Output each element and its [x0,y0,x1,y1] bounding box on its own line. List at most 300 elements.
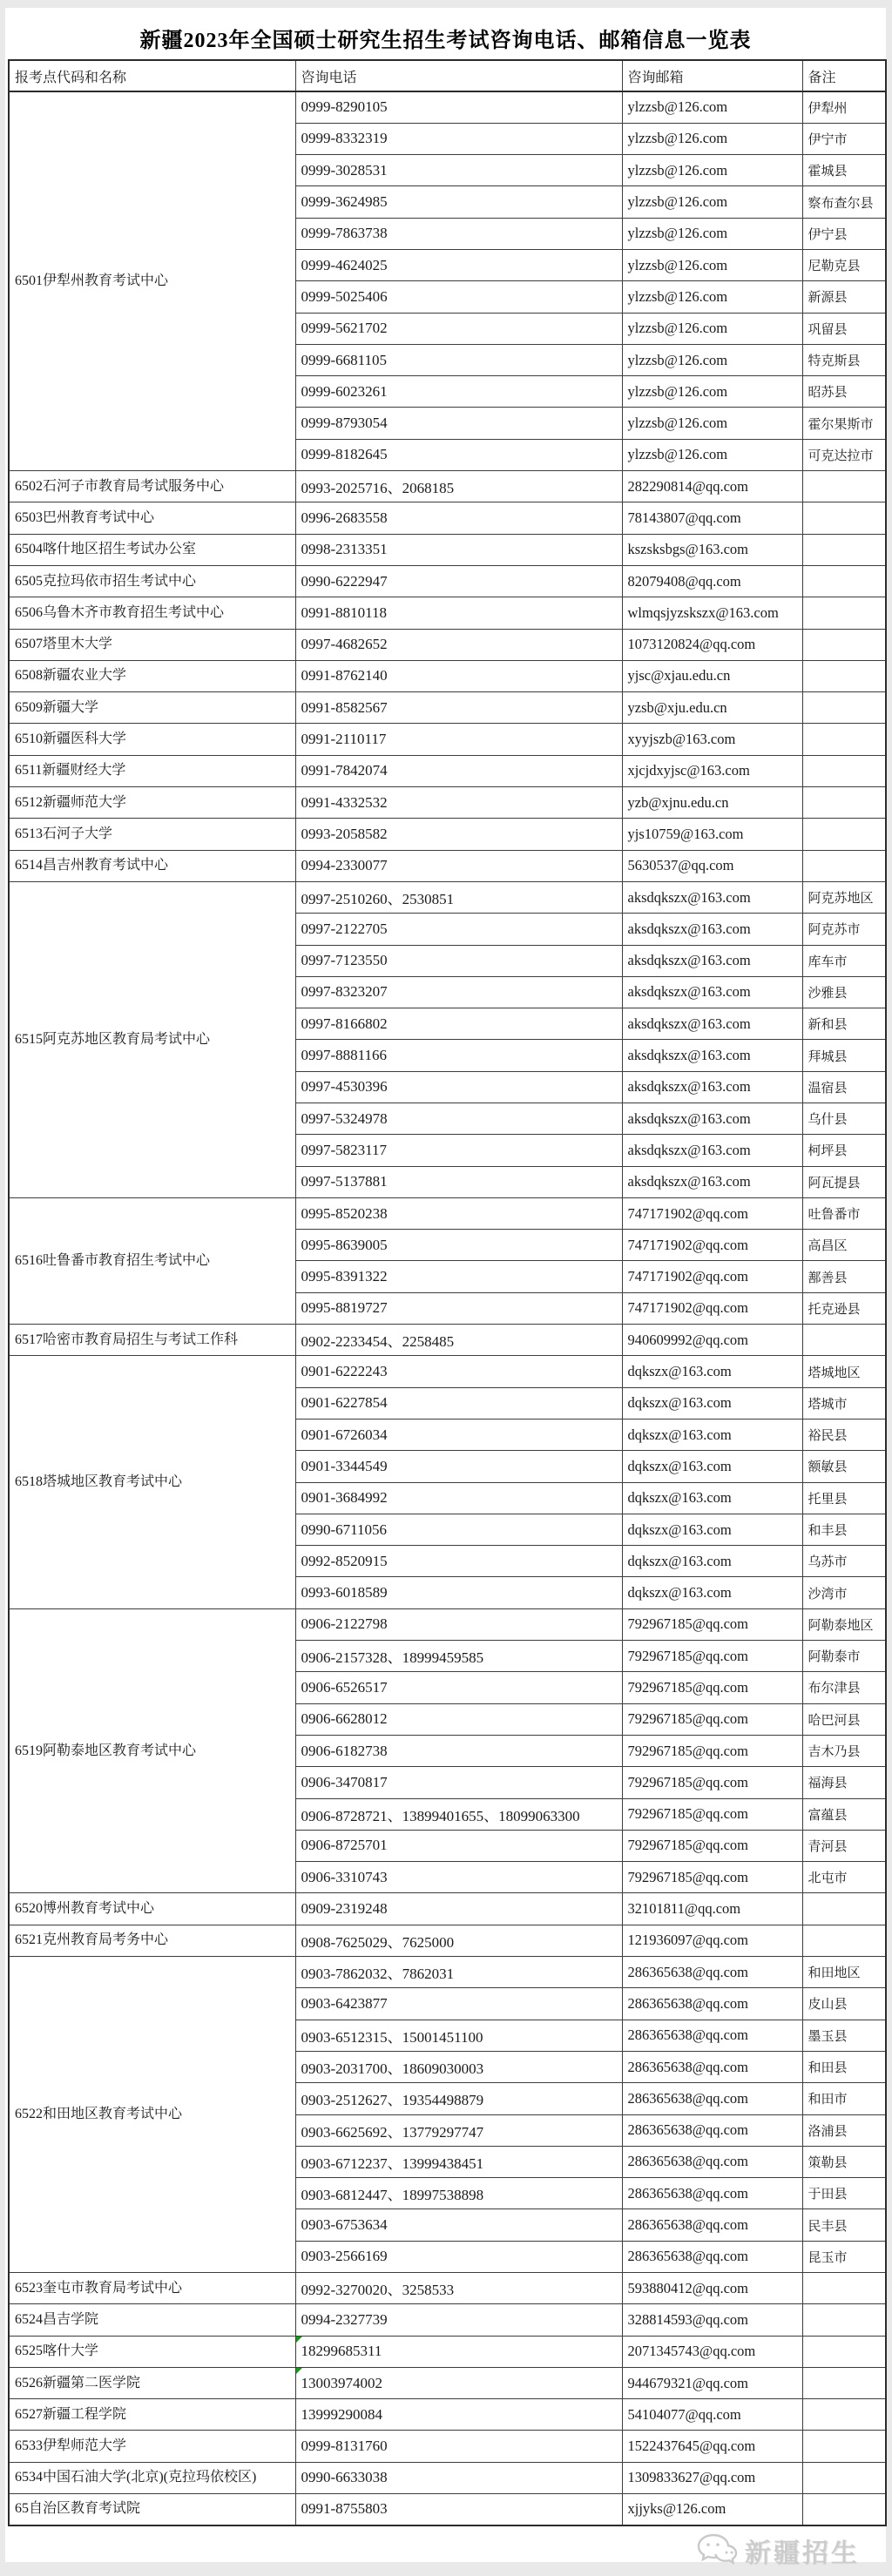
note-cell [802,881,886,913]
phone-cell-text: 0999-8793054 [301,415,388,432]
phone-cell [295,1261,622,1292]
exam-site-name-cell: 6526新疆第二医学院 [9,2367,295,2398]
note-cell-text: 新和县 [808,1018,848,1033]
email-cell-text: dqkszx@163.com [627,1457,732,1474]
email-cell [622,1514,802,1545]
phone-cell [295,1103,622,1135]
email-cell [622,881,802,913]
note-cell [802,1735,886,1766]
email-cell-text: 286365638@qq.com [627,2121,748,2139]
table-row [9,534,886,565]
phone-cell [295,1451,622,1482]
email-cell [622,1197,802,1229]
email-cell-text: 593880412@qq.com [627,2279,748,2296]
email-cell-text: dqkszx@163.com [627,1552,732,1569]
email-cell-text: 747171902@qq.com [627,1204,748,1222]
phone-cell [295,787,622,819]
email-cell-text: 286365638@qq.com [627,2089,748,2107]
note-cell-text: 哈巴河县 [808,1713,861,1728]
phone-cell-text: 0995-8819727 [301,1299,388,1317]
note-cell-text: 布尔津县 [808,1682,861,1696]
note-cell [802,1798,886,1830]
email-cell-text: 747171902@qq.com [627,1299,748,1317]
note-cell [802,1672,886,1703]
email-cell-text: ylzzsb@126.com [627,256,728,273]
phone-cell [295,1514,622,1545]
exam-site-name-cell: 6503巴州教育考试中心 [9,502,295,534]
email-cell [622,1071,802,1103]
phone-cell [295,1767,622,1798]
note-cell [802,2304,886,2336]
phone-cell [295,502,622,534]
phone-cell [295,2083,622,2114]
email-cell [622,313,802,344]
phone-cell-text: 18299685311 [301,2343,382,2360]
phone-cell [295,1925,622,1956]
note-cell-text: 托里县 [808,1492,848,1507]
phone-cell [295,1957,622,1988]
phone-cell-text: 13999290084 [301,2405,382,2423]
phone-cell [295,2367,622,2398]
email-cell-text: 282290814@qq.com [627,477,748,495]
phone-cell [295,1325,622,1356]
email-cell [622,1830,802,1861]
email-cell [622,1292,802,1324]
note-cell [802,1356,886,1387]
phone-cell [295,1893,622,1925]
phone-cell-text: 0999-8290105 [301,98,388,116]
email-cell [622,755,802,786]
phone-cell-text: 0991-8755803 [301,2500,388,2518]
note-cell [802,629,886,660]
exam-site-name-cell: 6519阿勒泰地区教育考试中心 [9,1608,295,1893]
phone-cell-text: 0999-8332319 [301,130,388,147]
email-cell [622,2367,802,2398]
phone-cell-text: 0997-7123550 [301,952,388,969]
email-cell-text: dqkszx@163.com [627,1363,732,1380]
phone-cell-text: 0903-6625692、13779297747 [301,2123,484,2141]
phone-cell-text: 0903-6753634 [301,2216,388,2234]
note-cell [802,850,886,881]
phone-cell [295,629,622,660]
note-cell-text: 霍城县 [808,165,848,179]
email-cell-text: 792967185@qq.com [627,1868,748,1885]
email-cell [622,218,802,249]
phone-cell-text: 0909-2319248 [301,1900,388,1918]
email-cell [622,1135,802,1166]
email-cell [622,1261,802,1292]
note-cell-text: 乌什县 [808,1113,848,1128]
note-cell [802,1957,886,1988]
watermark-text: 新疆招生 [745,2539,860,2568]
email-cell-text: 944679321@qq.com [627,2374,748,2391]
exam-site-name-cell: 6510新疆医科大学 [9,724,295,755]
phone-cell-text: 0903-6812447、18997538898 [301,2187,484,2204]
email-cell [622,439,802,470]
note-cell [802,439,886,470]
phone-cell [295,186,622,218]
note-cell [802,1071,886,1103]
note-cell [802,976,886,1008]
note-cell [802,1387,886,1419]
note-cell [802,186,886,218]
note-cell-text: 富蕴县 [808,1808,848,1823]
phone-cell-text: 0990-6222947 [301,572,388,590]
note-cell [802,565,886,597]
email-cell-text: 286365638@qq.com [627,2026,748,2044]
note-cell [802,2431,886,2462]
document-page [5,8,886,2568]
email-cell-text: yzsb@xju.edu.cn [627,698,727,716]
table-row [9,1197,886,1229]
note-cell-text: 吉木乃县 [808,1745,861,1760]
note-cell [802,2209,886,2241]
email-cell [622,155,802,186]
phone-cell [295,1798,622,1830]
note-cell [802,408,886,439]
email-cell-text: xjcjdxyjsc@163.com [627,762,750,779]
email-cell [622,1166,802,1197]
phone-cell [295,123,622,154]
phone-cell-text: 0993-2058582 [301,825,388,842]
phone-cell-text: 0903-2031700、18609030003 [301,2060,484,2078]
email-cell-text: dqkszx@163.com [627,1426,732,1443]
table-row [9,660,886,691]
table-row [9,2494,886,2525]
phone-cell [295,1735,622,1766]
phone-cell-text: 0906-6182738 [301,1742,388,1759]
email-cell-text: 792967185@qq.com [627,1710,748,1728]
note-cell [802,502,886,534]
email-cell-text: aksdqkszx@163.com [627,952,751,969]
email-cell [622,787,802,819]
phone-cell-text: 0999-6023261 [301,382,388,400]
note-cell-text: 鄯善县 [808,1271,848,1285]
note-cell [802,313,886,344]
phone-cell-text: 0992-8520915 [301,1552,388,1569]
phone-cell [295,1546,622,1577]
note-cell-text: 伊宁市 [808,132,848,147]
note-cell-text: 沙湾市 [808,1587,848,1602]
exam-site-name-cell: 6514昌吉州教育考试中心 [9,850,295,881]
note-cell-text: 伊宁县 [808,227,848,242]
note-cell [802,597,886,629]
phone-cell [295,2178,622,2209]
phone-cell [295,376,622,408]
phone-cell-text: 0997-2122705 [301,920,388,937]
email-cell [622,344,802,375]
email-cell [622,1103,802,1135]
email-cell [622,914,802,945]
email-cell [622,1387,802,1419]
phone-cell-text: 0990-6711056 [301,1521,388,1538]
email-cell-text: ylzzsb@126.com [627,161,728,179]
email-cell [622,1008,802,1040]
note-cell [802,1893,886,1925]
phone-cell-text: 0994-2330077 [301,857,388,874]
note-cell-text: 特克斯县 [808,354,861,369]
note-cell [802,1419,886,1450]
table-row [9,91,886,123]
email-cell [622,123,802,154]
email-cell-text: dqkszx@163.com [627,1394,732,1412]
phone-cell [295,249,622,280]
phone-cell [295,1419,622,1450]
note-cell-text: 青河县 [808,1839,848,1854]
note-cell [802,660,886,691]
note-cell-text: 民丰县 [808,2219,848,2234]
note-cell [802,1261,886,1292]
phone-cell [295,660,622,691]
email-cell-text: ylzzsb@126.com [627,415,728,432]
note-cell [802,1325,886,1356]
phone-cell [295,439,622,470]
phone-cell [295,692,622,724]
phone-cell-text: 0903-7862032、7862031 [301,1966,455,1983]
note-cell-text: 于田县 [808,2188,848,2202]
note-cell [802,534,886,565]
email-cell-text: 328814593@qq.com [627,2310,748,2328]
email-cell [622,249,802,280]
exam-site-name-cell: 6516吐鲁番市教育招生考试中心 [9,1197,295,1324]
email-cell-text: wlmqsjyzskszx@163.com [627,604,779,621]
email-cell [622,534,802,565]
email-cell-text: 286365638@qq.com [627,2184,748,2202]
phone-cell-text: 0903-6512315、15001451100 [301,2028,483,2046]
exam-site-name-cell: 6512新疆师范大学 [9,787,295,819]
note-cell-text: 阿克苏地区 [808,892,874,907]
note-cell [802,2367,886,2398]
email-cell [622,408,802,439]
email-cell [622,565,802,597]
email-cell [622,1641,802,1672]
email-cell [622,1040,802,1071]
note-cell-text: 额敏县 [808,1460,848,1475]
note-cell [802,155,886,186]
phone-cell-text: 0901-6726034 [301,1426,388,1443]
phone-cell-text: 0994-2327739 [301,2310,388,2328]
exam-site-name-cell: 6501伊犁州教育考试中心 [9,91,295,471]
table-row [9,819,886,850]
phone-cell-text: 0993-6018589 [301,1584,388,1602]
phone-cell [295,1356,622,1387]
email-cell [622,2146,802,2177]
phone-cell [295,2304,622,2336]
phone-cell-text: 0906-8725701 [301,1837,388,1854]
note-cell [802,2241,886,2272]
email-cell-text: ylzzsb@126.com [627,130,728,147]
note-cell-text: 策勒县 [808,2155,848,2170]
phone-cell-text: 0995-8391322 [301,1268,388,1285]
phone-cell [295,1830,622,1861]
email-cell-text: aksdqkszx@163.com [627,1141,751,1158]
phone-cell-text: 0995-8639005 [301,1236,388,1253]
phone-cell [295,1482,622,1514]
email-cell [622,1482,802,1514]
note-cell [802,1577,886,1608]
note-cell [802,1925,886,1956]
phone-cell-text: 0997-8166802 [301,1015,388,1032]
note-cell-text: 和田地区 [808,1966,861,1981]
phone-cell [295,2494,622,2525]
header-phone: 咨询电话 [295,60,622,91]
exam-site-name-cell: 6517哈密市教育局招生与考试工作科 [9,1325,295,1356]
email-cell [622,1325,802,1356]
table-row [9,1893,886,1925]
header-site-code-name: 报考点代码和名称 [9,60,295,91]
table-row [9,565,886,597]
phone-cell [295,881,622,913]
note-cell [802,914,886,945]
email-cell [622,2051,802,2082]
note-cell [802,1103,886,1135]
note-cell-text: 乌苏市 [808,1555,848,1570]
note-cell-text: 裕民县 [808,1429,848,1444]
table-row [9,692,886,724]
note-cell [802,1988,886,2020]
header-email: 咨询邮箱 [622,60,802,91]
email-cell-text: aksdqkszx@163.com [627,1078,751,1096]
phone-cell [295,2272,622,2303]
table-row [9,2336,886,2367]
email-cell-text: aksdqkszx@163.com [627,1015,751,1032]
email-cell-text: 2071345743@qq.com [627,2343,756,2360]
table-row [9,2272,886,2303]
exam-site-name-cell: 6504喀什地区招生考试办公室 [9,534,295,565]
phone-cell [295,819,622,850]
note-cell [802,1482,886,1514]
email-cell [622,597,802,629]
note-cell-text: 阿勒泰地区 [808,1618,874,1633]
note-cell [802,1608,886,1640]
table-row [9,755,886,786]
note-cell [802,1292,886,1324]
phone-cell-text: 0999-3624985 [301,193,388,211]
exam-site-name-cell: 6527新疆工程学院 [9,2399,295,2431]
exam-site-name-cell: 6523奎屯市教育局考试中心 [9,2272,295,2303]
email-cell [622,2114,802,2146]
phone-cell [295,1577,622,1608]
phone-cell-text: 0997-5324978 [301,1109,388,1127]
phone-cell [295,1292,622,1324]
exam-site-name-cell: 6515阿克苏地区教育局考试中心 [9,881,295,1197]
note-cell-text: 托克逊县 [808,1302,861,1317]
note-cell [802,2494,886,2525]
phone-cell-text: 0906-3310743 [301,1868,388,1885]
email-cell [622,724,802,755]
note-cell [802,281,886,313]
note-cell-text: 塔城地区 [808,1366,861,1380]
email-cell-text: 32101811@qq.com [627,1900,741,1918]
email-cell-text: aksdqkszx@163.com [627,920,751,937]
table-row [9,471,886,502]
note-cell-text: 塔城市 [808,1397,848,1412]
email-cell-text: 1073120824@qq.com [627,636,756,653]
note-cell-text: 察布查尔县 [808,196,874,211]
note-cell [802,2462,886,2493]
email-cell-text: aksdqkszx@163.com [627,1109,751,1127]
table-row [9,1608,886,1640]
email-cell [622,2399,802,2431]
chat-bubbles-icon [696,2532,738,2570]
note-cell [802,1230,886,1261]
exam-site-name-cell: 6534中国石油大学(北京)(克拉玛依校区) [9,2462,295,2493]
table-row [9,1925,886,1956]
email-cell-text: ylzzsb@126.com [627,193,728,211]
email-cell [622,1546,802,1577]
email-cell-text: ylzzsb@126.com [627,98,728,116]
phone-cell [295,1862,622,1893]
note-cell [802,376,886,408]
exam-site-name-cell: 6502石河子市教育局考试服务中心 [9,471,295,502]
phone-cell-text: 0903-6712237、13999438451 [301,2155,484,2172]
email-cell-text: xyyjszb@163.com [627,731,736,748]
note-cell [802,755,886,786]
phone-cell-text: 0903-2566169 [301,2248,388,2265]
phone-cell [295,91,622,123]
email-cell-text: 792967185@qq.com [627,1837,748,1854]
table-row [9,2367,886,2398]
email-cell [622,91,802,123]
note-cell [802,471,886,502]
phone-cell-text: 0999-6681105 [301,351,388,368]
email-cell-text: 82079408@qq.com [627,572,741,590]
email-cell [622,2209,802,2241]
phone-cell [295,1230,622,1261]
email-cell-text: xjjyks@126.com [627,2500,726,2518]
exam-site-name-cell: 6509新疆大学 [9,692,295,724]
email-cell-text: 792967185@qq.com [627,1773,748,1790]
email-cell [622,1988,802,2020]
email-cell-text: aksdqkszx@163.com [627,888,751,906]
email-cell [622,1925,802,1956]
email-cell [622,1672,802,1703]
note-cell [802,91,886,123]
note-cell [802,2083,886,2114]
phone-cell [295,850,622,881]
phone-cell [295,1672,622,1703]
header-note: 备注 [802,60,886,91]
email-cell-text: ylzzsb@126.com [627,351,728,368]
exam-site-name-cell: 6506乌鲁木齐市教育招生考试中心 [9,597,295,629]
phone-cell-text: 0997-8323207 [301,983,388,1001]
note-cell-text: 昆玉市 [808,2250,848,2265]
note-cell [802,2146,886,2177]
exam-site-name-cell: 6522和田地区教育考试中心 [9,1957,295,2273]
note-cell-text: 吐鲁番市 [808,1208,861,1223]
phone-cell-text: 0991-8582567 [301,698,388,716]
phone-cell-text: 0999-8182645 [301,446,388,463]
email-cell-text: 792967185@qq.com [627,1647,748,1664]
phone-cell-text: 0991-8762140 [301,667,388,684]
table-row [9,2399,886,2431]
phone-cell [295,976,622,1008]
email-cell [622,2462,802,2493]
phone-cell-text: 0906-8728721、13899401655、18099063300 [301,1807,580,1824]
phone-cell-text: 0991-7842074 [301,762,388,779]
note-cell-text: 昭苏县 [808,386,848,401]
note-cell-text: 拜城县 [808,1049,848,1064]
email-cell-text: 286365638@qq.com [627,2216,748,2234]
phone-cell-text: 0991-4332532 [301,793,388,811]
note-cell [802,1008,886,1040]
phone-cell-text: 0903-2512627、19354498879 [301,2092,484,2109]
phone-cell-text: 0999-5621702 [301,320,388,337]
email-cell-text: 792967185@qq.com [627,1678,748,1696]
exam-site-name-cell: 6524昌吉学院 [9,2304,295,2336]
email-cell-text: ylzzsb@126.com [627,320,728,337]
email-cell [622,1862,802,1893]
